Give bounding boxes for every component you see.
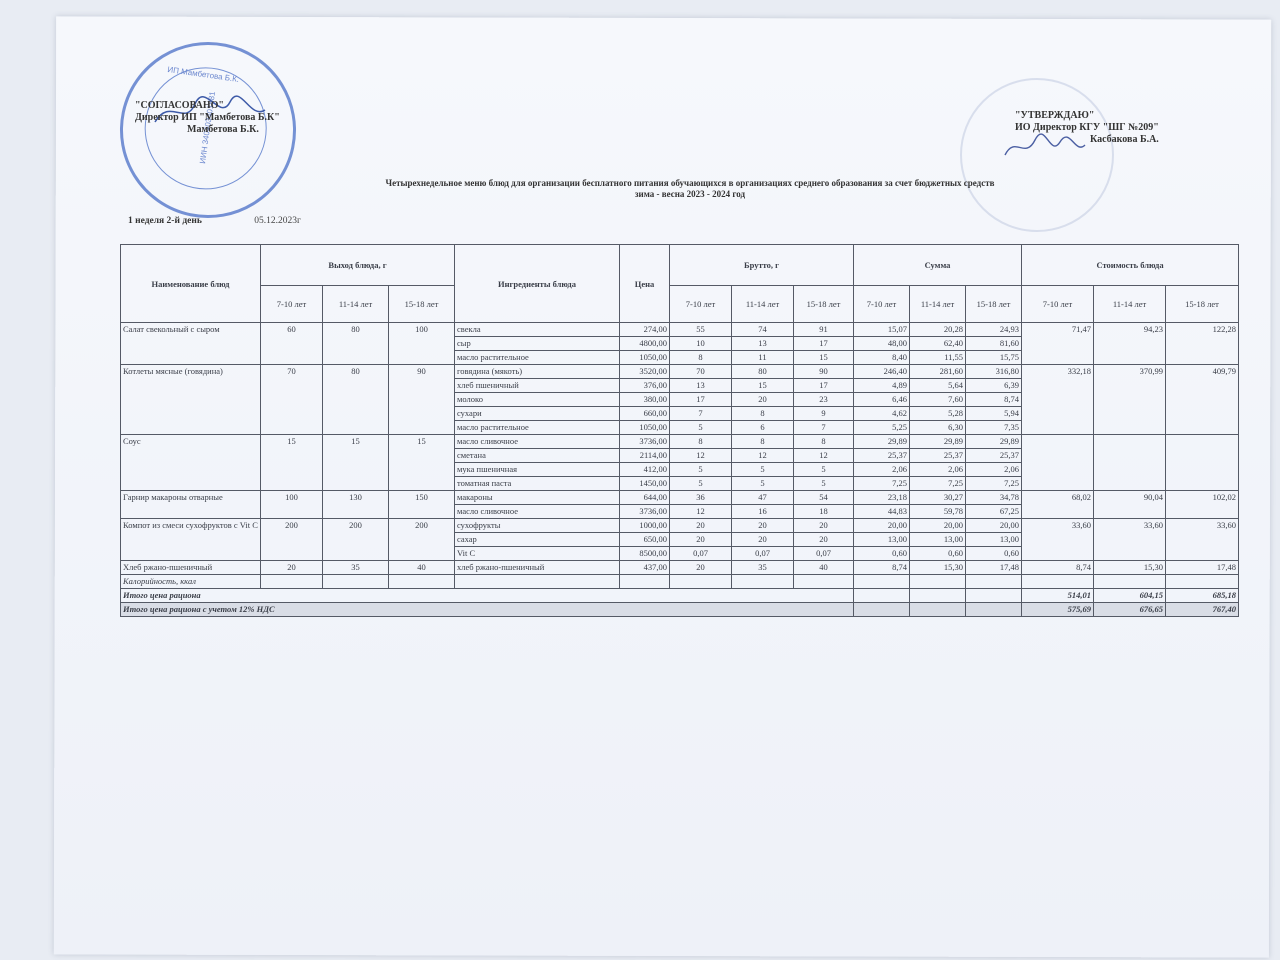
output-value: 35	[323, 561, 389, 575]
sum-value: 15,75	[966, 351, 1022, 365]
table-row	[121, 519, 1239, 533]
sum-value: 15,07	[854, 323, 910, 337]
output-value: 200	[323, 519, 389, 561]
sum-value: 8,40	[854, 351, 910, 365]
brutto-value: 20	[670, 519, 732, 533]
subheader-age: 15-18 лет	[794, 286, 854, 323]
ingredient-name: томатная паста	[455, 477, 620, 491]
cost-value: 8,74	[1022, 561, 1094, 575]
brutto-value: 55	[670, 323, 732, 337]
brutto-value: 20	[794, 533, 854, 547]
sum-value: 13,00	[854, 533, 910, 547]
brutto-value: 12	[732, 449, 794, 463]
brutto-value: 74	[732, 323, 794, 337]
output-value: 70	[261, 365, 323, 435]
output-value: 150	[389, 491, 455, 519]
ingredient-name: масло растительное	[455, 351, 620, 365]
brutto-value: 5	[670, 477, 732, 491]
subheader-age: 7-10 лет	[261, 286, 323, 323]
cost-value: 409,79	[1166, 365, 1239, 435]
cost-value: 94,23	[1094, 323, 1166, 365]
total-vat-cost: 575,69	[1022, 603, 1094, 617]
sum-value: 44,83	[854, 505, 910, 519]
price-value: 3736,00	[620, 435, 670, 449]
approval-left-line3: Мамбетова Б.К.	[187, 124, 259, 135]
price-value: 1450,00	[620, 477, 670, 491]
ingredient-name: сухофрукты	[455, 519, 620, 533]
sum-value: 7,25	[910, 477, 966, 491]
sum-value: 29,89	[966, 435, 1022, 449]
sum-value: 20,00	[910, 519, 966, 533]
brutto-value: 16	[732, 505, 794, 519]
sum-value: 34,78	[966, 491, 1022, 505]
ingredient-name: сметана	[455, 449, 620, 463]
approval-left	[135, 100, 280, 136]
sum-value: 11,55	[910, 351, 966, 365]
brutto-value: 54	[794, 491, 854, 505]
table-subheader-row	[121, 286, 1239, 323]
menu-table-body	[121, 323, 1239, 575]
subheader-age: 7-10 лет	[854, 286, 910, 323]
output-value: 15	[389, 435, 455, 491]
total-cost: 514,01	[1022, 589, 1094, 603]
ingredient-name: масло сливочное	[455, 505, 620, 519]
sum-value: 13,00	[966, 533, 1022, 547]
brutto-value: 13	[670, 379, 732, 393]
sum-value: 25,37	[854, 449, 910, 463]
brutto-value: 70	[670, 365, 732, 379]
output-value: 130	[323, 491, 389, 519]
header-price: Цена	[620, 245, 670, 323]
cost-value: 90,04	[1094, 491, 1166, 519]
price-value: 1000,00	[620, 519, 670, 533]
brutto-value: 20	[670, 561, 732, 575]
approval-right-line3: Касбакова Б.А.	[1090, 134, 1159, 145]
stamp-text: ИИН 340403401581	[198, 90, 218, 165]
sum-value: 8,74	[966, 393, 1022, 407]
cost-value: 33,60	[1094, 519, 1166, 561]
ingredient-name: хлеб ржано-пшеничный	[455, 561, 620, 575]
day-date: 05.12.2023г	[254, 216, 301, 226]
total-vat-cost: 767,40	[1166, 603, 1239, 617]
ingredient-name: мука пшеничная	[455, 463, 620, 477]
brutto-value: 8	[732, 407, 794, 421]
brutto-value: 15	[732, 379, 794, 393]
table-row	[121, 323, 1239, 337]
sum-value: 15,30	[910, 561, 966, 575]
price-value: 412,00	[620, 463, 670, 477]
approval-right-line1: "УТВЕРЖДАЮ"	[1015, 110, 1095, 121]
sum-value: 13,00	[910, 533, 966, 547]
total-cost: 685,18	[1166, 589, 1239, 603]
brutto-value: 10	[670, 337, 732, 351]
total-vat-row	[121, 603, 1239, 617]
total-vat-label: Итого цена рациона с учетом 12% НДС	[121, 603, 854, 617]
price-value: 650,00	[620, 533, 670, 547]
brutto-value: 5	[670, 463, 732, 477]
header-output: Выход блюда, г	[261, 245, 455, 286]
brutto-value: 35	[732, 561, 794, 575]
sum-value: 8,74	[854, 561, 910, 575]
output-value: 100	[389, 323, 455, 365]
document-title	[150, 178, 1230, 200]
brutto-value: 20	[794, 519, 854, 533]
title-line1: Четырехнедельное меню блюд для организации бесплатного питания обучающихся в организациях среднего образования за счет бюджетных средств	[385, 178, 995, 188]
output-value: 60	[261, 323, 323, 365]
brutto-value: 0,07	[794, 547, 854, 561]
ingredient-name: хлеб пшеничный	[455, 379, 620, 393]
sum-value: 67,25	[966, 505, 1022, 519]
price-value: 2114,00	[620, 449, 670, 463]
output-value: 15	[323, 435, 389, 491]
sum-value: 48,00	[854, 337, 910, 351]
total-cost: 604,15	[1094, 589, 1166, 603]
brutto-value: 40	[794, 561, 854, 575]
brutto-value: 0,07	[670, 547, 732, 561]
ingredient-name: масло растительное	[455, 421, 620, 435]
price-value: 1050,00	[620, 421, 670, 435]
ingredient-name: макароны	[455, 491, 620, 505]
subheader-age: 11-14 лет	[1094, 286, 1166, 323]
output-value: 200	[261, 519, 323, 561]
header-dish: Наименование блюд	[121, 245, 261, 323]
sum-value: 281,60	[910, 365, 966, 379]
sum-value: 5,64	[910, 379, 966, 393]
sum-value: 30,27	[910, 491, 966, 505]
subheader-age: 11-14 лет	[323, 286, 389, 323]
total-label: Итого цена рациона	[121, 589, 854, 603]
sum-value: 246,40	[854, 365, 910, 379]
sum-value: 20,00	[966, 519, 1022, 533]
approval-right	[1015, 110, 1159, 146]
subheader-age: 7-10 лет	[1022, 286, 1094, 323]
sum-value: 7,25	[854, 477, 910, 491]
brutto-value: 5	[794, 477, 854, 491]
cost-value: 17,48	[1166, 561, 1239, 575]
table-row	[121, 365, 1239, 379]
brutto-value: 18	[794, 505, 854, 519]
output-value: 100	[261, 491, 323, 519]
brutto-value: 17	[794, 337, 854, 351]
sum-value: 2,06	[910, 463, 966, 477]
cost-value: 71,47	[1022, 323, 1094, 365]
brutto-value: 91	[794, 323, 854, 337]
dish-name: Салат свекольный с сыром	[121, 323, 261, 365]
brutto-value: 23	[794, 393, 854, 407]
table-row	[121, 561, 1239, 575]
subheader-age: 7-10 лет	[670, 286, 732, 323]
dish-name: Компот из смеси сухофруктов с Vit C	[121, 519, 261, 561]
brutto-value: 6	[732, 421, 794, 435]
brutto-value: 0,07	[732, 547, 794, 561]
output-value: 90	[389, 365, 455, 435]
price-value: 1050,00	[620, 351, 670, 365]
brutto-value: 36	[670, 491, 732, 505]
brutto-value: 13	[732, 337, 794, 351]
brutto-value: 20	[732, 393, 794, 407]
output-value: 20	[261, 561, 323, 575]
subheader-age: 11-14 лет	[732, 286, 794, 323]
brutto-value: 11	[732, 351, 794, 365]
brutto-value: 15	[794, 351, 854, 365]
sum-value: 7,25	[966, 477, 1022, 491]
sum-value: 6,30	[910, 421, 966, 435]
cost-value: 102,02	[1166, 491, 1239, 519]
menu-table	[120, 244, 1239, 617]
calories-row	[121, 575, 1239, 589]
sum-value: 25,37	[910, 449, 966, 463]
sum-value: 0,60	[966, 547, 1022, 561]
dish-name: Гарнир макароны отварные	[121, 491, 261, 519]
cost-value	[1166, 435, 1239, 491]
sum-value: 5,25	[854, 421, 910, 435]
ingredient-name: свекла	[455, 323, 620, 337]
sum-value: 0,60	[854, 547, 910, 561]
title-line2: зима - весна 2023 - 2024 год	[634, 189, 746, 199]
sum-value: 4,62	[854, 407, 910, 421]
total-row	[121, 589, 1239, 603]
cost-value: 122,28	[1166, 323, 1239, 365]
price-value: 4800,00	[620, 337, 670, 351]
cost-value: 33,60	[1166, 519, 1239, 561]
sum-value: 5,28	[910, 407, 966, 421]
approval-left-line1: "СОГЛАСОВАНО"	[135, 100, 224, 111]
brutto-value: 5	[732, 463, 794, 477]
price-value: 437,00	[620, 561, 670, 575]
price-value: 644,00	[620, 491, 670, 505]
sum-value: 24,93	[966, 323, 1022, 337]
output-value: 15	[261, 435, 323, 491]
subheader-age: 15-18 лет	[1166, 286, 1239, 323]
brutto-value: 20	[670, 533, 732, 547]
price-value: 8500,00	[620, 547, 670, 561]
brutto-value: 20	[732, 519, 794, 533]
header-sum: Сумма	[854, 245, 1022, 286]
price-value: 376,00	[620, 379, 670, 393]
dish-name: Соус	[121, 435, 261, 491]
sum-value: 2,06	[854, 463, 910, 477]
price-value: 274,00	[620, 323, 670, 337]
sum-value: 5,94	[966, 407, 1022, 421]
output-value: 200	[389, 519, 455, 561]
brutto-value: 90	[794, 365, 854, 379]
subheader-age: 15-18 лет	[966, 286, 1022, 323]
header-brutto: Брутто, г	[670, 245, 854, 286]
cost-value: 15,30	[1094, 561, 1166, 575]
output-value: 80	[323, 365, 389, 435]
brutto-value: 12	[670, 449, 732, 463]
sum-value: 316,80	[966, 365, 1022, 379]
brutto-value: 8	[732, 435, 794, 449]
subheader-age: 11-14 лет	[910, 286, 966, 323]
brutto-value: 12	[794, 449, 854, 463]
table-header-row	[121, 245, 1239, 286]
approval-left-line2: Директор ИП "Мамбетова Б.К"	[135, 112, 280, 123]
approval-right-line2: ИО Директор КГУ "ШГ №209"	[1015, 122, 1159, 133]
header-cost: Стоимость блюда	[1022, 245, 1239, 286]
subheader-age: 15-18 лет	[389, 286, 455, 323]
sum-value: 4,89	[854, 379, 910, 393]
sum-value: 0,60	[910, 547, 966, 561]
sum-value: 29,89	[854, 435, 910, 449]
price-value: 660,00	[620, 407, 670, 421]
day-label: 1 неделя 2-й день	[128, 216, 202, 226]
calories-label: Калорийность, ккал	[121, 575, 261, 589]
cost-value: 68,02	[1022, 491, 1094, 519]
ingredient-name: говядина (мякоть)	[455, 365, 620, 379]
sum-value: 6,39	[966, 379, 1022, 393]
price-value: 3736,00	[620, 505, 670, 519]
ingredient-name: масло сливочное	[455, 435, 620, 449]
brutto-value: 17	[794, 379, 854, 393]
brutto-value: 7	[794, 421, 854, 435]
brutto-value: 12	[670, 505, 732, 519]
ingredient-name: Vit C	[455, 547, 620, 561]
brutto-value: 5	[794, 463, 854, 477]
sum-value: 17,48	[966, 561, 1022, 575]
sum-value: 29,89	[910, 435, 966, 449]
price-value: 3520,00	[620, 365, 670, 379]
output-value: 80	[323, 323, 389, 365]
output-value: 40	[389, 561, 455, 575]
brutto-value: 8	[670, 435, 732, 449]
total-vat-cost: 676,65	[1094, 603, 1166, 617]
sum-value: 59,78	[910, 505, 966, 519]
cost-value	[1094, 435, 1166, 491]
price-value: 380,00	[620, 393, 670, 407]
sum-value: 25,37	[966, 449, 1022, 463]
cost-value: 332,18	[1022, 365, 1094, 435]
sum-value: 81,60	[966, 337, 1022, 351]
ingredient-name: сухари	[455, 407, 620, 421]
sum-value: 6,46	[854, 393, 910, 407]
brutto-value: 47	[732, 491, 794, 505]
brutto-value: 5	[670, 421, 732, 435]
ingredient-name: сахар	[455, 533, 620, 547]
cost-value	[1022, 435, 1094, 491]
dish-name: Котлеты мясные (говядина)	[121, 365, 261, 435]
ingredient-name: сыр	[455, 337, 620, 351]
header-ingredients: Ингредиенты блюда	[455, 245, 620, 323]
cost-value: 370,99	[1094, 365, 1166, 435]
brutto-value: 7	[670, 407, 732, 421]
table-row	[121, 435, 1239, 449]
stamp-text: ИП Мамбетова Б.К.	[166, 64, 240, 84]
brutto-value: 8	[670, 351, 732, 365]
sum-value: 7,35	[966, 421, 1022, 435]
sum-value: 20,28	[910, 323, 966, 337]
brutto-value: 80	[732, 365, 794, 379]
sum-value: 7,60	[910, 393, 966, 407]
brutto-value: 8	[794, 435, 854, 449]
cost-value: 33,60	[1022, 519, 1094, 561]
brutto-value: 17	[670, 393, 732, 407]
brutto-value: 20	[732, 533, 794, 547]
day-line	[128, 215, 301, 227]
dish-name: Хлеб ржано-пшеничный	[121, 561, 261, 575]
brutto-value: 9	[794, 407, 854, 421]
ingredient-name: молоко	[455, 393, 620, 407]
sum-value: 23,18	[854, 491, 910, 505]
sum-value: 62,40	[910, 337, 966, 351]
sum-value: 20,00	[854, 519, 910, 533]
sum-value: 2,06	[966, 463, 1022, 477]
table-row	[121, 491, 1239, 505]
brutto-value: 5	[732, 477, 794, 491]
